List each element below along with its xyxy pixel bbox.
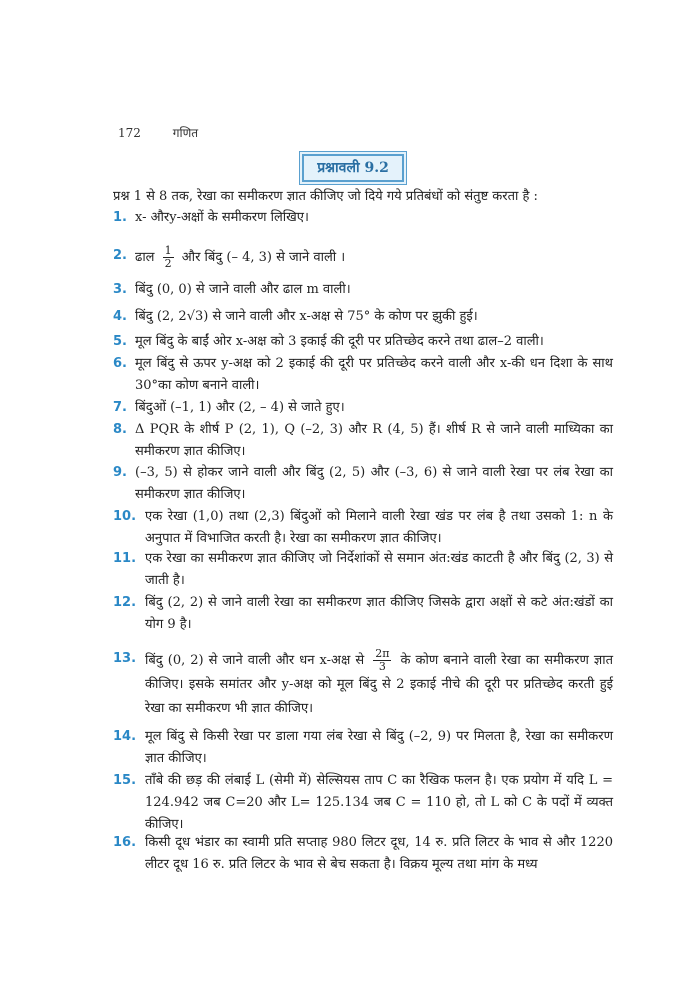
question-number: 3.	[113, 282, 127, 297]
question-number: 2.	[113, 248, 127, 263]
question-12	[113, 592, 613, 636]
question-text: ताँबे की छड़ की लंबाई L (सेमी में) सेल्सियस ताप C का रैखिक फलन है। एक प्रयोग में यदि L = 124.942 जब C=20 और L= 125.134 जब C = 110 हो, तो L को C के पदों में व्यक्त कीजिए।	[145, 773, 613, 832]
question-9	[113, 462, 613, 506]
question-number: 16.	[113, 835, 137, 850]
question-15	[113, 770, 613, 836]
question-text-pre: ढाल	[135, 250, 155, 265]
question-5	[113, 331, 613, 353]
question-number: 8.	[113, 422, 127, 437]
question-number: 4.	[113, 309, 127, 324]
question-number: 10.	[113, 509, 137, 524]
question-text-post: और बिंदु (– 4, 3) से जाने वाली ।	[181, 250, 346, 265]
question-3	[113, 279, 613, 301]
subject-label: गणित	[172, 126, 199, 140]
fraction	[163, 245, 174, 270]
fraction-numerator: 1	[164, 244, 172, 257]
question-number: 14.	[113, 729, 137, 744]
question-text: एक रेखा का समीकरण ज्ञात कीजिए जो निर्देशांकों से समान अंत:खंड काटती है और बिंदु (2, 3) से जाती है।	[145, 551, 613, 588]
question-text	[145, 648, 613, 721]
question-13	[113, 648, 613, 721]
question-2	[113, 245, 613, 270]
question-text	[135, 245, 613, 270]
question-number: 9.	[113, 465, 127, 480]
question-text: मूल बिंदु से किसी रेखा पर डाला गया लंब रेखा से बिंदु (–2, 9) पर मिलता है, रेखा का समीकरण ज्ञात कीजिए।	[145, 729, 613, 766]
fraction-denominator: 2	[164, 257, 172, 270]
page-header	[118, 124, 198, 141]
question-number: 1.	[113, 210, 127, 225]
question-text-pre: बिंदु (0, 2) से जाने वाली और धन x-अक्ष से	[145, 653, 365, 668]
question-number: 7.	[113, 400, 127, 415]
question-text: मूल बिंदु से ऊपर y-अक्ष को 2 इकाई की दूरी पर प्रतिच्छेद करने वाली और x-की धन दिशा के साथ 30°का कोण बनाने वाली।	[135, 356, 613, 393]
question-text: एक रेखा (1,0) तथा (2,3) बिंदुओं को मिलाने वाली रेखा खंड पर लंब है तथा उसको 1: n के अनुपात में विभाजित करती है। रेखा का समीकरण ज्ञात कीजिए।	[145, 509, 613, 546]
question-text: बिंदु (2, 2) से जाने वाली रेखा का समीकरण ज्ञात कीजिए जिसके द्वारा अक्षों से कटे अंत:खंडों का योग 9 है।	[145, 595, 613, 632]
question-number: 15.	[113, 773, 137, 788]
question-1	[113, 207, 613, 229]
question-text: (–3, 5) से होकर जाने वाली और बिंदु (2, 5) और (–3, 6) से जाने वाली रेखा पर लंब रेखा का समीकरण ज्ञात कीजिए।	[135, 465, 613, 502]
question-4	[113, 306, 613, 328]
question-7	[113, 397, 613, 419]
question-number: 11.	[113, 551, 137, 566]
question-8	[113, 419, 613, 463]
question-11	[113, 548, 613, 592]
page-number: 172	[118, 126, 141, 140]
question-text: मूल बिंदु के बाईं ओर x-अक्ष को 3 इकाई की दूरी पर प्रतिच्छेद करने तथा ढाल–2 वाली।	[135, 334, 544, 349]
question-text: बिंदु (0, 0) से जाने वाली और ढाल m वाली।	[135, 282, 351, 297]
question-number: 6.	[113, 356, 127, 371]
question-text: x- औरy-अक्षों के समीकरण लिखिए।	[135, 210, 309, 225]
question-text: Δ PQR के शीर्ष P (2, 1), Q (–2, 3) और R (4, 5) हैं। शीर्ष R से जाने वाली माध्यिका का समीकरण ज्ञात कीजिए।	[135, 422, 613, 459]
question-14	[113, 726, 613, 770]
question-number: 13.	[113, 651, 137, 666]
question-text: बिंदु (2, 2√3) से जाने वाली और x-अक्ष से 75° के कोण पर झुकी हुई।	[135, 309, 478, 324]
question-6	[113, 353, 613, 397]
fraction	[373, 648, 391, 673]
fraction-denominator: 3	[378, 660, 386, 673]
exercise-title: प्रश्नावली 9.2	[302, 154, 404, 182]
question-number: 5.	[113, 334, 127, 349]
question-text: किसी दूध भंडार का स्वामी प्रति सप्ताह 980 लिटर दूध, 14 रु. प्रति लिटर के भाव से और 1220 लीटर दूध 16 रु. प्रति लिटर के भाव से बेच सकता है। विक्रय मूल्य तथा मांग के मध्य	[145, 835, 613, 872]
question-text-post: के कोण बनाने वाली रेखा का समीकरण ज्ञात कीजिए। इसके समांतर और y-अक्ष को मूल बिंदु से 2 इकाई नीचे की दूरी पर प्रतिच्छेद करती हुई रेखा का समीकरण भी ज्ञात कीजिए।	[145, 653, 613, 716]
exercise-intro: प्रश्न 1 से 8 तक, रेखा का समीकरण ज्ञात कीजिए जो दिये गये प्रतिबंधों को संतुष्ट करता है :	[113, 189, 538, 204]
question-number: 12.	[113, 595, 137, 610]
fraction-numerator: 2π	[375, 647, 390, 660]
question-text: बिंदुओं (–1, 1) और (2, – 4) से जाते हुए।	[135, 400, 345, 415]
question-10	[113, 506, 613, 550]
question-16	[113, 832, 613, 876]
